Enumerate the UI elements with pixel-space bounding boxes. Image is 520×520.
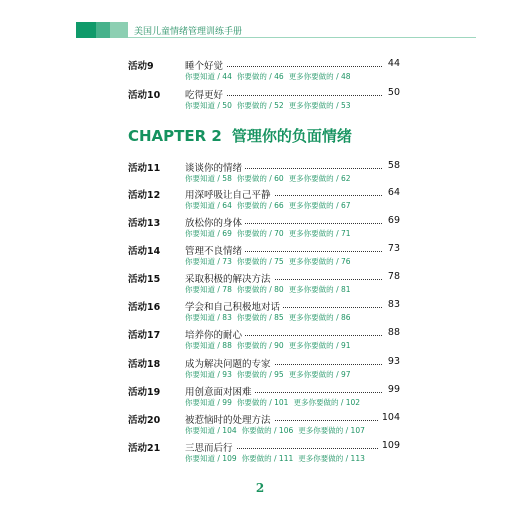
activity-title: 采取积极的解决方法 [185,271,274,285]
subsection-item: 你要做的 / 70 [236,229,284,238]
subsection-item: 你要做的 / 66 [236,201,284,210]
subsection-item: 更多你要做的 / 48 [288,72,351,81]
toc-entry[interactable] [128,58,400,81]
toc-entry[interactable] [128,327,400,350]
toc-entry-row [128,440,400,454]
activity-title: 放松你的身体 [185,215,245,229]
chapter-name: 管理你的负面情绪 [231,127,352,145]
chapter-label: CHAPTER 2 [128,127,222,145]
toc-entry-row [128,271,400,285]
activity-subsections [185,312,356,323]
subsection-item: 更多你要做的 / 91 [288,341,351,350]
toc-entry[interactable] [128,299,400,322]
activity-title: 睡个好觉 [185,58,226,72]
subsection-item: 你要知道 / 73 [185,257,232,266]
header-color-block [76,22,96,38]
activity-number: 活动9 [128,61,154,72]
activity-page: 99 [385,384,400,395]
activity-subsections [185,453,370,464]
subsection-item: 更多你要做的 / 107 [298,426,365,435]
activity-title: 谈谈你的情绪 [185,160,245,174]
subsection-item: 你要做的 / 90 [236,341,284,350]
toc-entry-row [128,356,400,370]
toc-entry[interactable] [128,215,400,238]
activity-title: 学会和自己积极地对话 [185,299,283,313]
subsection-item: 更多你要做的 / 53 [288,101,351,110]
subsection-item: 你要知道 / 44 [185,72,232,81]
subsection-item: 你要做的 / 95 [236,370,284,379]
activity-number: 活动18 [128,359,161,370]
subsection-item: 你要知道 / 78 [185,285,232,294]
subsection-item: 更多你要做的 / 81 [288,285,351,294]
toc-entry[interactable] [128,243,400,266]
activity-subsections [185,173,356,184]
activity-number: 活动21 [128,443,161,454]
activity-title: 管理不良情绪 [185,243,245,257]
activity-title: 用深呼吸让自己平静 [185,187,274,201]
toc-entry-row [128,87,400,101]
toc-entry-row [128,327,400,341]
subsection-item: 你要知道 / 88 [185,341,232,350]
activity-page: 58 [385,160,400,171]
toc-entry[interactable] [128,87,400,110]
activity-subsections [185,340,356,351]
subsection-item: 你要做的 / 75 [236,257,284,266]
subsection-item: 更多你要做的 / 71 [288,229,351,238]
activity-subsections [185,397,365,408]
activity-page: 44 [385,58,400,69]
activity-title: 用创意面对困难 [185,384,255,398]
subsection-item: 你要做的 / 60 [236,174,284,183]
subsection-item: 更多你要做的 / 76 [288,257,351,266]
subsection-item: 更多你要做的 / 62 [288,174,351,183]
activity-page: 104 [379,412,400,423]
activity-number: 活动19 [128,387,161,398]
activity-subsections [185,256,356,267]
toc-entry-row [128,299,400,313]
activity-page: 93 [385,356,400,367]
subsection-item: 更多你要做的 / 97 [288,370,351,379]
toc-entry-row [128,384,400,398]
subsection-item: 你要做的 / 80 [236,285,284,294]
activity-number: 活动16 [128,302,161,313]
subsection-item: 更多你要做的 / 86 [288,313,351,322]
activity-page: 69 [385,215,400,226]
activity-subsections [185,369,356,380]
subsection-item: 你要做的 / 52 [236,101,284,110]
header-color-block [110,22,128,38]
toc-entry[interactable] [128,187,400,210]
subsection-item: 你要做的 / 101 [236,398,289,407]
activity-page: 109 [379,440,400,451]
header-color-block [96,22,110,38]
activity-number: 活动17 [128,330,161,341]
subsection-item: 更多你要做的 / 113 [298,454,365,463]
toc-entry-row [128,215,400,229]
subsection-item: 你要知道 / 64 [185,201,232,210]
activity-title: 成为解决问题的专家 [185,356,274,370]
subsection-item: 你要知道 / 69 [185,229,232,238]
toc-entry-row [128,58,400,72]
subsection-item: 你要知道 / 58 [185,174,232,183]
toc-entry[interactable] [128,440,400,463]
activity-subsections [185,100,356,111]
toc-entry[interactable] [128,384,400,407]
activity-number: 活动13 [128,218,161,229]
activity-number: 活动11 [128,163,161,174]
subsection-item: 更多你要做的 / 102 [293,398,361,407]
activity-subsections [185,228,356,239]
activity-subsections [185,200,356,211]
subsection-item: 你要知道 / 99 [185,398,232,407]
subsection-item: 你要知道 / 93 [185,370,232,379]
subsection-item: 更多你要做的 / 67 [288,201,351,210]
activity-page: 83 [385,299,400,310]
activity-page: 50 [385,87,400,98]
subsection-item: 你要做的 / 111 [241,454,294,463]
activity-page: 88 [385,327,400,338]
toc-entry[interactable] [128,160,400,183]
toc-entry-row [128,187,400,201]
activity-number: 活动12 [128,190,161,201]
activity-title: 培养你的耐心 [185,327,245,341]
chapter-heading [128,125,352,146]
activity-number: 活动10 [128,90,161,101]
book-title: 美国儿童情绪管理训练手册 [134,27,243,37]
activity-page: 78 [385,271,400,282]
toc-entry-row [128,243,400,257]
header-bar [76,22,476,38]
activity-page: 73 [385,243,400,254]
activity-title: 三思而后行 [185,440,236,454]
subsection-item: 你要做的 / 46 [236,72,284,81]
toc-entry[interactable] [128,356,400,379]
activity-page: 64 [385,187,400,198]
toc-entry[interactable] [128,271,400,294]
subsection-item: 你要知道 / 83 [185,313,232,322]
toc-entry-row [128,412,400,426]
subsection-item: 你要知道 / 104 [185,426,237,435]
activity-title: 吃得更好 [185,87,226,101]
subsection-item: 你要知道 / 50 [185,101,232,110]
activity-number: 活动20 [128,415,161,426]
activity-subsections [185,284,356,295]
activity-subsections [185,425,370,436]
header-divider [128,37,476,38]
page-number: 2 [255,481,265,495]
subsection-item: 你要做的 / 106 [241,426,294,435]
subsection-item: 你要做的 / 85 [236,313,284,322]
activity-number: 活动15 [128,274,161,285]
activity-subsections [185,71,356,82]
activity-title: 被惹恼时的处理方法 [185,412,274,426]
subsection-item: 你要知道 / 109 [185,454,237,463]
toc-entry-row [128,160,400,174]
toc-entry[interactable] [128,412,400,435]
activity-number: 活动14 [128,246,161,257]
